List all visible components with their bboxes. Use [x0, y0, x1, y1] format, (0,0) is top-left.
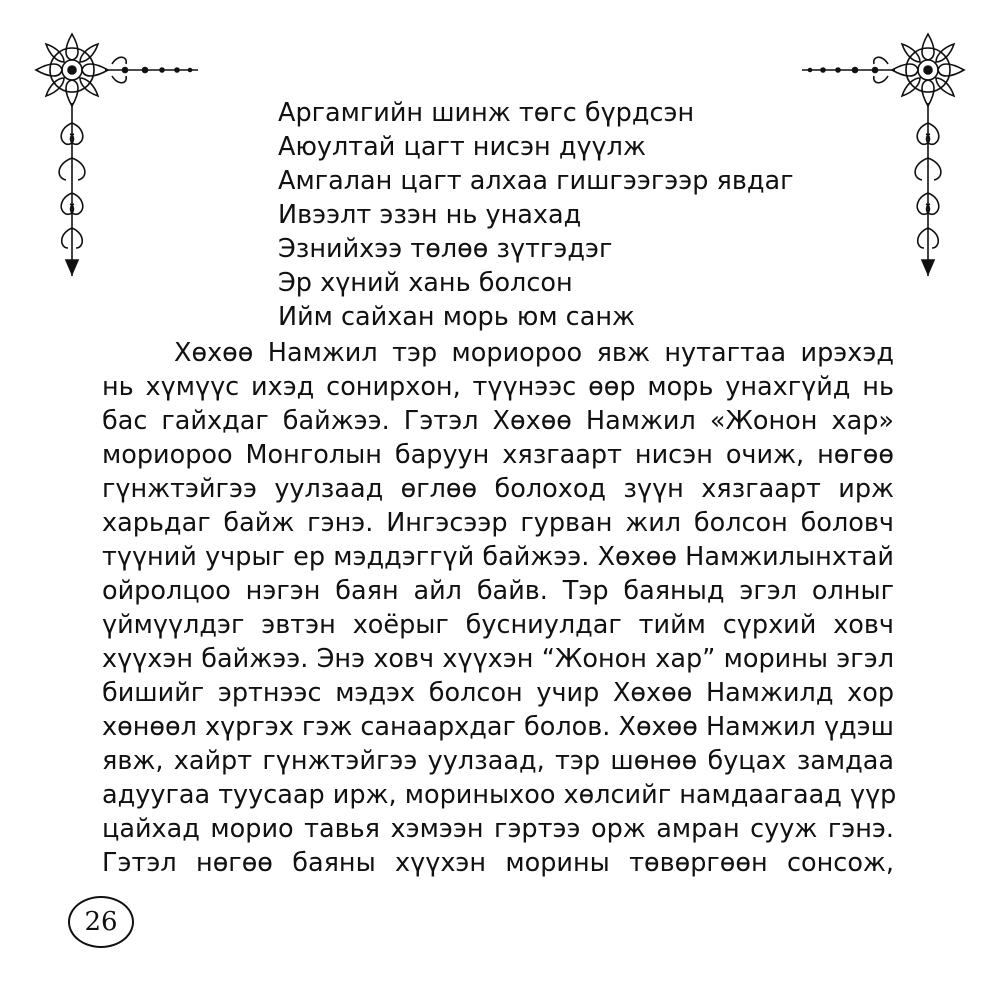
prose-line: хүүхэн байжээ. Энэ ховч хүүхэн “Жонон хар” морины эгэл [102, 644, 894, 674]
poem-verse [278, 96, 798, 334]
prose-line: цайхад морио тавья хэмээн гэртээ орж амран сууж гэнэ. [102, 814, 894, 844]
prose-line: хөнөөл хүргэх гэж санаархдаг болов. Хөхөө Намжил үдэш [102, 712, 894, 742]
prose-paragraph [102, 336, 897, 880]
prose-line: харьдаг байж гэнэ. Ингэсээр гурван жил болсон боловч [102, 508, 894, 538]
prose-line: мориороо Монголын баруун хязгаарт нисэн очиж, нөгөө [102, 440, 894, 470]
corner-ornament-left-icon [30, 28, 200, 278]
prose-line: бишийг эртнээс мэдэх болсон учир Хөхөө Намжилд хор [102, 678, 894, 708]
prose-line: гүнжтэйгээ уулзаад өглөө болоход зүүн хязгаарт ирж [102, 474, 894, 504]
poem-line: Амгалан цагт алхаа гишгээгээр явдаг [278, 166, 794, 196]
poem-line: Аюултай цагт нисэн дүүлж [278, 132, 646, 162]
poem-line: Эзнийхээ төлөө зүтгэдэг [278, 234, 613, 264]
poem-line: Ивээлт эзэн нь унахад [278, 200, 582, 230]
page-number: 26 [68, 896, 134, 948]
poem-line: Аргамгийн шинж төгс бүрдсэн [278, 98, 695, 128]
poem-line: Ийм сайхан морь юм санж [278, 302, 635, 332]
prose-line: бас гайхдаг байжээ. Гэтэл Хөхөө Намжил «Жонон хар» [102, 406, 894, 436]
prose-line: адуугаа туусаар ирж, мориныхоо хөлсийг намдаагаад үүр [102, 780, 897, 810]
corner-ornament-right-icon [800, 28, 970, 278]
prose-line: Хөхөө Намжил тэр мориороо явж нутагтаа ирэхэд [174, 338, 894, 368]
prose-line: ойролцоо нэгэн баян айл байв. Тэр баяныд эгэл олныг [102, 576, 894, 606]
prose-line: нь хүмүүс ихэд сонирхон, түүнээс өөр морь унахгүйд нь [102, 372, 894, 402]
poem-line: Эр хүний хань болсон [278, 268, 573, 298]
prose-line: явж, хайрт гүнжтэйгээ уулзаад, тэр шөнөө буцах замдаа [102, 746, 894, 776]
prose-line: түүний учрыг ер мэддэггүй байжээ. Хөхөө Намжилынхтай [102, 542, 894, 572]
prose-line: Гэтэл нөгөө баяны хүүхэн морины төвөргөөн сонсож, [102, 848, 894, 878]
prose-line: үймүүлдэг эвтэн хоёрыг бусниулдаг тийм сүрхий ховч [102, 610, 894, 640]
